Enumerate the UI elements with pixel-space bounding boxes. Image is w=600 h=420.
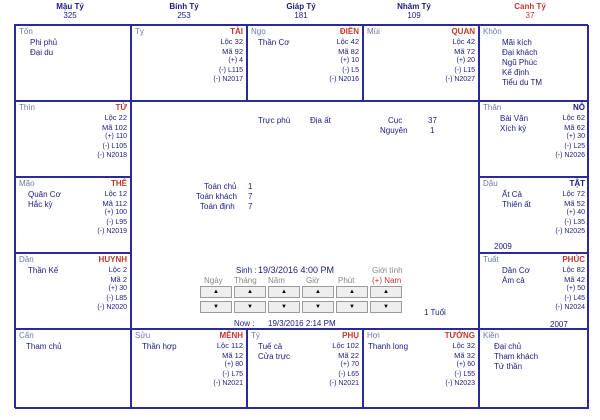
up-arrow-icon: ▲ [349,289,355,295]
center-panel: Trực phù Địa ất Cục 37 Nguyên 1 Toán chủ 1 Toán khách 7 Toán định 7 Sinh : 19/3/2016 4:00 PM Giới tính (+) Nam Ngày Tháng Năm Giờ Phút ▲ ▲ ▲ ▲ ▲ ▲ ▼ ▼ ▼ ▼ ▼ ▼ 1 Tuổi Now : 19/3/2016 2:14 PM [131,101,479,329]
year-down-button[interactable] [268,301,300,313]
top-item-2: Bính Tý 253 [169,2,199,20]
up-arrow-icon: ▲ [315,289,321,295]
top-item-4: Nhâm Tý 109 [397,2,431,20]
up-arrow-icon: ▲ [383,289,389,295]
down-arrow-icon: ▼ [383,304,389,310]
up-arrow-icon: ▲ [281,289,287,295]
gender-up-button[interactable] [370,286,402,298]
gender-value[interactable]: (+) Nam [372,276,402,285]
cell-dau[interactable]: Dậu TẬT Ất Cả Thiên ất 2009 Lộc 72 Mã 52 (+) 40 (-) L35 (-) N2025 [479,177,589,253]
day-up-button[interactable] [200,286,232,298]
chart-grid [14,24,588,408]
minute-up-button[interactable] [336,286,368,298]
up-arrow-icon: ▲ [247,289,253,295]
top-item-5: Canh Tý 37 [514,2,546,20]
cell-mui[interactable]: Mùi QUAN Lộc 42 Mã 72 (+) 20 (-) L15 (-) N2027 [363,25,479,101]
cell-hoi[interactable]: Hợi TƯỚNG Thanh long Lộc 32 Mã 32 (+) 60 (-) L55 (-) N2023 [363,329,479,409]
cell-than[interactable]: Thân NÔ Bài Văn Xích kỳ Lộc 62 Mã 62 (+) 30 (-) L25 (-) N2026 [479,101,589,177]
gender-down-button[interactable] [370,301,402,313]
cell-ty[interactable]: Tỵ TÀI Lộc 32 Mã 92 (+) 4 (-) L115 (-) N2017 [131,25,247,101]
down-arrow-icon: ▼ [349,304,355,310]
cell-khon[interactable]: Khôn Mãi kích Đại khách Ngũ Phúc Kế định Tiểu du TM [479,25,589,101]
month-down-button[interactable] [234,301,266,313]
cell-suu[interactable]: Sửu MỆNH Thần hợp Lộc 112 Mã 12 (+) 80 (-) L75 (-) N2021 [131,329,247,409]
down-arrow-icon: ▼ [247,304,253,310]
top-item-3: Giáp Tý 181 [286,2,316,20]
down-arrow-icon: ▼ [281,304,287,310]
cell-tuat[interactable]: Tuất PHÚC Dân Cơ Ám cả 2007 Lộc 82 Mã 42 (+) 50 (-) L45 (-) N2024 [479,253,589,329]
year-up-button[interactable] [268,286,300,298]
cell-thin[interactable]: Thìn TỬ Lộc 22 Mã 102 (+) 110 (-) L105 (-) N2018 [15,101,131,177]
cell-ton[interactable]: Tốn Phi phủ Đại du [15,25,131,101]
cell-can[interactable]: Cấn Tham chủ [15,329,131,409]
cell-ngo[interactable]: Ngọ ĐIỀN Thần Cơ Lộc 42 Mã 82 (+) 10 (-) L5 (-) N2016 [247,25,363,101]
day-down-button[interactable] [200,301,232,313]
cell-dan[interactable]: Dần HUYNH Thần Kế Lộc 2 Mã 2 (+) 30 (-) L85 (-) N2020 [15,253,131,329]
minute-down-button[interactable] [336,301,368,313]
down-arrow-icon: ▼ [315,304,321,310]
cell-mao[interactable]: Mão THÊ Quân Cơ Hắc kỳ Lộc 12 Mã 112 (+) 100 (-) L95 (-) N2019 [15,177,131,253]
cell-tyy[interactable]: Tý PHỤ Tuế cả Cửa trực Lộc 102 Mã 22 (+) 70 (-) L65 (-) N2021 [247,329,363,409]
top-item-1: Mậu Tý 325 [56,2,84,20]
hour-down-button[interactable] [302,301,334,313]
month-up-button[interactable] [234,286,266,298]
cell-kien[interactable]: Kiền Đại chủ Tham khách Tứ thần [479,329,589,409]
top-header [0,0,600,24]
down-arrow-icon: ▼ [213,304,219,310]
up-arrow-icon: ▲ [213,289,219,295]
hour-up-button[interactable] [302,286,334,298]
